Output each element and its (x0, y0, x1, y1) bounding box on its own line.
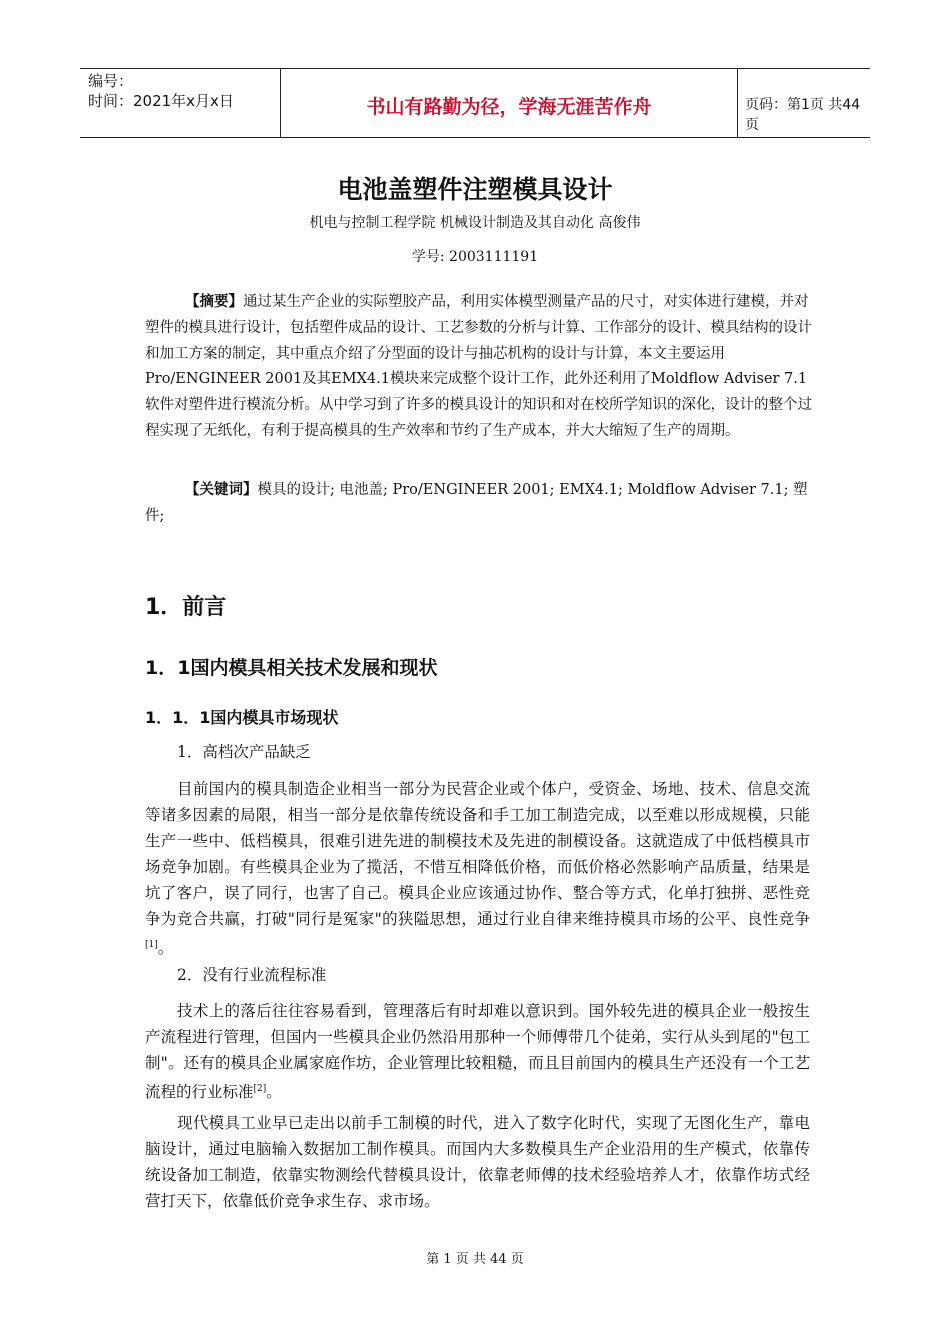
list-item: 1．高档次产品缺乏 (177, 743, 311, 761)
paragraph-2 (145, 998, 810, 1105)
page-footer: 第 1 页 共 44 页 (426, 1252, 524, 1267)
paragraph-1-text: 目前国内的模具制造企业相当一部分为民营企业或个体户，受资金、场地、技术、信息交流等诸多因素的局限，相当一部分是依靠传统设备和手工加工制造完成，以至难以形成规模，只能生产一些中、低档模具，很难引进先进的制模技术及先进的制模设备。这就造成了中低档模具市场竞争加剧。有些模具企业为了揽活，不惜互相降低价格，而低价格必然影响产品质量，结果是坑了客户，误了同行，也害了自己。模具企业应该通过协作、整合等方式，化单打独拼、恶性竞争为竞合共赢，打破"同行是冤家"的狭隘思想，通过行业自律来维持模具市场的公平、良性竞争 (145, 780, 810, 928)
motto: 书山有路勤为径，学海无涯苦作舟 (366, 96, 652, 118)
keywords (145, 478, 815, 530)
section-heading-1: 1．前言 (145, 595, 227, 620)
abstract-text: 通过某生产企业的实际塑胶产品，利用实体模型测量产品的尺寸，对实体进行建模，并对塑件的模具进行设计，包括塑件成品的设计、工艺参数的分析与计算、工作部分的设计、模具结构的设计和加工方案的制定，其中重点介绍了分型面的设计与抽芯机构的设计与计算，本文主要运用Pro/ENGINEER 2001及其EMX4.1模块来完成整个设计工作，此外还利用了Moldflow Adviser 7.1软件对塑件进行模流分析。从中学习到了许多的模具设计的知识和对在校所学知识的深化，设计的整个过程实现了无纸化，有利于提高模具的生产效率和节约了生产成本，并大大缩短了生产的周期。 (145, 294, 812, 439)
header-motto-cell (280, 69, 738, 137)
paragraph-2-text: 技术上的落后往往容易看到，管理落后有时却难以意识到。国外较先进的模具企业一般按生产流程进行管理，但国内一些模具企业仍然沿用那种一个师傅带几个徒弟，实行从头到尾的"包工制"。还有的模具企业属家庭作坊，企业管理比较粗糙，而且目前国内的模具生产还没有一个工艺流程的行业标准 (145, 1002, 810, 1102)
section-heading-1-1: 1．1国内模具相关技术发展和现状 (145, 657, 438, 679)
citation-2: [2] (253, 1084, 267, 1094)
page-info: 页码：第1页 共44页 (745, 97, 861, 133)
header-left-cell (80, 69, 280, 137)
paragraph-3: 现代模具工业早已走出以前手工制模的时代，进入了数字化时代，实现了无图化生产，靠电脑设计，通过电脑输入数据加工制作模具。而国内大多数模具生产企业沿用的生产模式，依靠传统设备加工制造，依靠实物测绘代替模具设计，依靠老师傅的技术经验培养人才，依靠作坊式经营打天下，依靠低价竞争求生存、求市场。 (145, 1114, 810, 1210)
student-id: 学号: 2003111191 (411, 249, 539, 265)
header-page-cell (737, 69, 870, 137)
citation-1: [1] (145, 940, 158, 950)
author-line: 机电与控制工程学院 机械设计制造及其自动化 高俊伟 (309, 215, 641, 231)
keywords-text: 模具的设计; 电池盖; Pro/ENGINEER 2001; EMX4.1; Moldflow Adviser 7.1; 塑件; (145, 482, 808, 524)
section-heading-1-1-1: 1．1．1国内模具市场现状 (145, 708, 339, 727)
paragraph-1-end: 。 (157, 939, 174, 958)
paragraph-2-end: 。 (266, 1083, 282, 1102)
abstract (145, 290, 815, 445)
time-label: 时间：2021年x月x日 (88, 92, 234, 110)
number-label: 编号： (88, 72, 134, 90)
document-title: 电池盖塑件注塑模具设计 (337, 175, 613, 204)
abstract-label: 【摘要】 (185, 294, 243, 310)
document-header (80, 68, 870, 138)
paragraph-1 (145, 776, 810, 961)
list-item: 2．没有行业流程标准 (177, 966, 327, 984)
keywords-label: 【关键词】 (185, 482, 258, 498)
